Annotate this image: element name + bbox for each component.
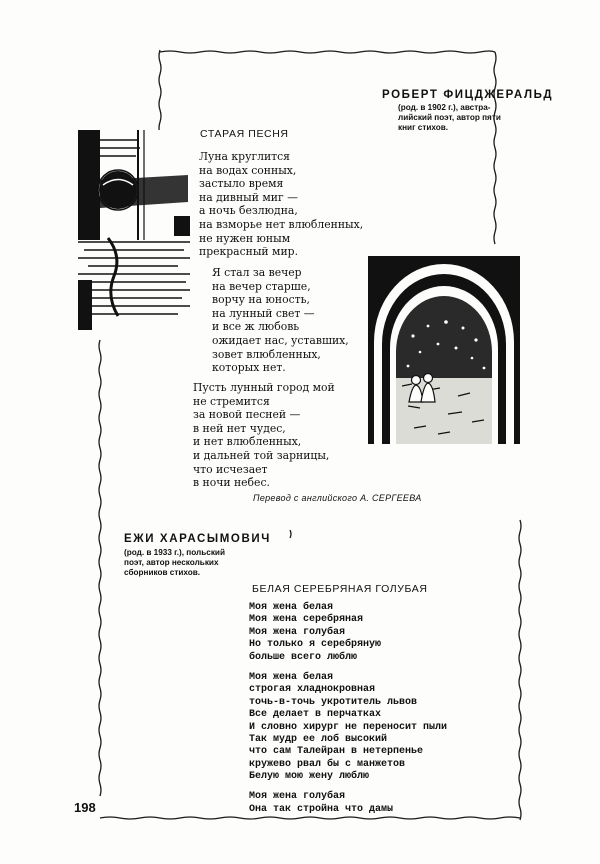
poem-line: Но только я серебряную [249,639,382,651]
poem-line: Моя жена голубая [249,626,346,638]
poem-line: Моя жена белая [249,602,334,613]
poem-stanza [212,266,349,375]
author-name: ЕЖИ ХАРАСЫМОВИЧ [124,533,271,545]
author-bio-line: книг стихов. [398,123,449,132]
poem-line: кружево рвал бы с манжетов [249,758,406,770]
poem-line: и дальней той зарницы, [193,448,330,462]
page-number: 198 [74,800,96,815]
poem-line: ожидает нас, уставших, [212,333,349,347]
poem-title: СТАРАЯ ПЕСНЯ [200,128,289,140]
translation-credit: Перевод с английского А. СЕРГЕЕВА [253,493,422,503]
poem-line: Луна круглится [199,150,290,163]
left-border-lower [99,340,101,796]
poem-line: а ночь безлюдна, [199,204,298,218]
poem-line: и нет влюбленных, [193,435,302,449]
poem-line: Так мудр ее лоб высокий [249,733,388,745]
author-bio-line: поэт, автор нескольких [124,558,219,567]
author-name: РОБЕРТ ФИЦДЖЕРАЛЬД [382,89,554,101]
poem-line: Я стал за вечер [212,266,302,279]
lovers-under-arch-illustration [368,256,520,444]
poem-line: Моя жена белая [249,671,334,683]
right-border-line [494,52,496,244]
poem-line: зовет влюбленных, [212,347,321,361]
poem-body [249,602,447,816]
poem-line: Все делает в перчатках [249,709,382,721]
poem-line: И словно хирург не переносит пыли [249,721,448,733]
poem-line: в ней нет чудес, [193,421,286,435]
poem-line: и все ж любовь [212,320,300,334]
poem-line: на дивный миг — [199,190,298,204]
poem-line: строгая хладнокровная [249,684,376,696]
poem-line: Моя жена голубая [249,791,346,803]
poem-stanza [199,150,363,259]
poem-line: не стремится [193,394,270,408]
author-bio-line: (род. в 1933 г.), польский [124,548,225,557]
poem-line: Пусть лунный город мой [193,381,335,394]
poem-line: на взморье нет влюбленных, [199,217,364,231]
poem-line: ворчу на юность, [212,293,310,307]
right-border-mid [519,520,521,820]
poem-line: точь-в-точь укротитель львов [249,696,418,708]
poem-line: больше всего люблю [249,651,358,663]
author-block-harasymowicz [124,533,271,578]
author-block-fitzgerald [382,89,553,133]
poem-line: на лунный свет — [212,306,315,320]
poem-line: прекрасный мир. [199,245,298,259]
bottom-border-line [100,817,520,819]
author-bio-line: (род. в 1902 г.), австра- [398,103,491,112]
poem-line: за новой песней — [193,408,301,422]
poem-stanza [193,381,335,490]
poem-line: которых нет. [212,361,286,375]
author-bio-line: лийский поэт, автор пяти [398,113,501,122]
poem-line: Белую мою жену люблю [249,771,370,783]
poem-line: на вечер старше, [212,279,311,293]
poem-line: что сам Талейран в нетерпенье [249,746,424,758]
poem-line: что исчезает [193,462,268,476]
poem-line: в ночи небес. [193,476,270,490]
moon-over-water-illustration [78,130,190,330]
poem-line: Она так стройна что дамы [249,803,394,815]
poem-line: Моя жена серебряная [249,614,364,626]
top-border-line [160,51,495,53]
poem-line: не нужен юным [199,231,291,245]
poem-title: БЕЛАЯ СЕРЕБРЯНАЯ ГОЛУБАЯ [252,583,428,595]
poem-line: на водах сонных, [199,163,297,177]
author-bio-line: сборников стихов. [124,568,201,577]
left-border-top [159,50,161,134]
poem-line: застыло время [199,177,284,191]
